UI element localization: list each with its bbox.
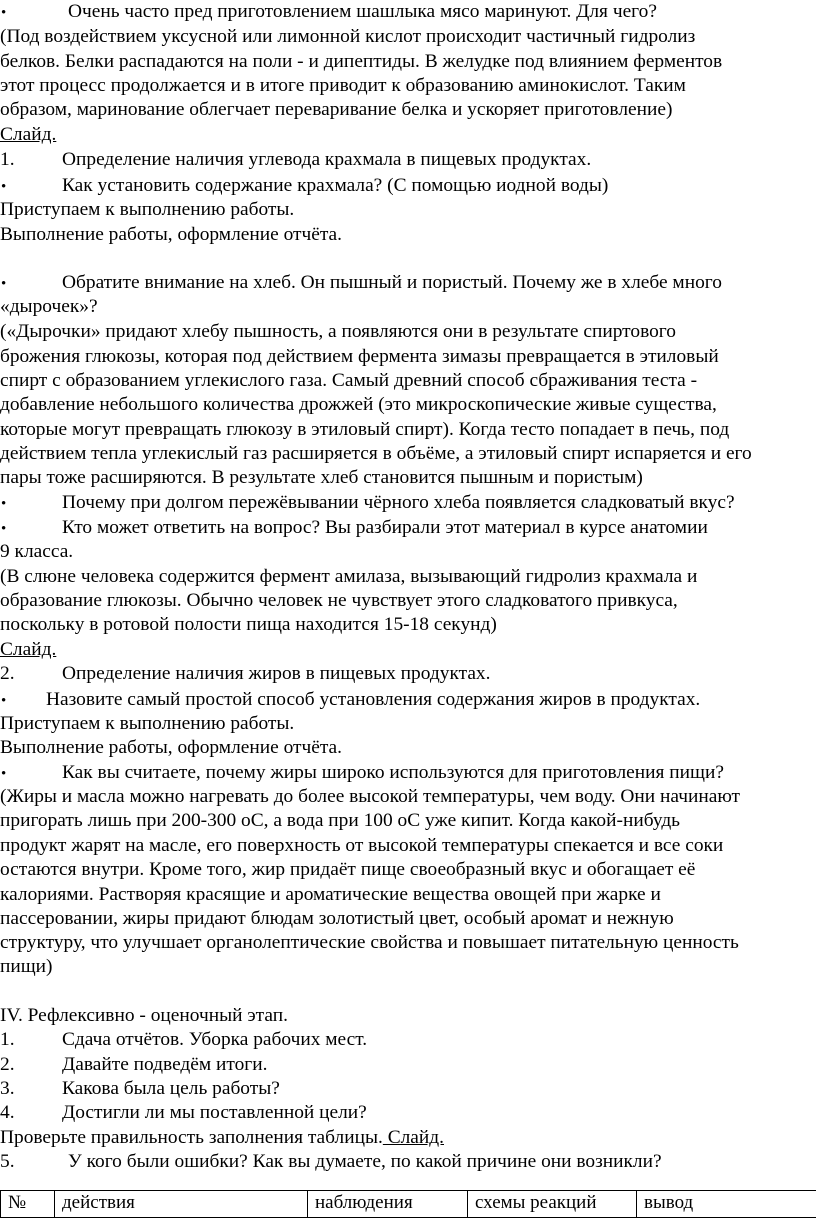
text-line: (В слюне человека содержится фермент амилаза, вызывающий гидролиз крахмала и <box>0 566 698 587</box>
text-line: Приступаем к выполнению работы. <box>0 199 295 220</box>
text-line: действием тепла углекислый газ расширяется в объёме, а этиловый спирт испаряется и его <box>0 443 752 464</box>
text-line: Приступаем к выполнению работы. <box>0 713 295 734</box>
text-line: продукт жарят на масле, его поверхность от высокой температуры спекается и все соки <box>0 835 724 856</box>
text-line: пары тоже расширяются. В результате хлеб становится пышным и пористым) <box>0 467 643 488</box>
text-line: калориями. Растворяя красящие и ароматические вещества овощей при жарке и <box>0 884 661 905</box>
item-number: 1. <box>0 1029 15 1050</box>
text-line: пищи) <box>0 956 53 977</box>
text-line: (Жиры и масла можно нагревать до более высокой температуры, чем воду. Они начинают <box>0 786 741 807</box>
text-line: структуру, что улучшает органолептические свойства и повышает питательную ценность <box>0 932 739 953</box>
text-line: («Дырочки» придают хлебу пышность, а появляются они в результате спиртового <box>0 321 676 342</box>
item-text: Давайте подведём итоги. <box>62 1054 268 1075</box>
table-header-cell: вывод <box>637 1191 816 1218</box>
text-line: белков. Белки распадаются на поли - и дипептиды. В желудке под влиянием ферментов <box>0 51 723 72</box>
results-table <box>0 1190 816 1218</box>
item-text: Назовите самый простой способ установления содержания жиров в продуктах. <box>46 689 701 710</box>
bullet-marker: • <box>1 496 7 512</box>
text-line: Очень часто пред приготовлением шашлыка мясо маринуют. Для чего? <box>68 1 657 22</box>
slide-label: Слайд. <box>0 639 57 660</box>
item-number: 2. <box>0 663 15 684</box>
item-number: 2. <box>0 1054 15 1075</box>
text-line: образом, маринование облегчает переваривание белка и ускоряет приготовление) <box>0 99 673 120</box>
table-header-cell: наблюдения <box>308 1191 468 1218</box>
check-table-text: Проверьте правильность заполнения таблицы. <box>0 1127 383 1148</box>
table-header-cell: № <box>1 1191 55 1218</box>
table-header-row <box>1 1191 816 1218</box>
text-line: этот процесс продолжается и в итоге приводит к образованию аминокислот. Таким <box>0 75 686 96</box>
text-line: Выполнение работы, оформление отчёта. <box>0 737 343 758</box>
item-number: 4. <box>0 1102 15 1123</box>
bullet-marker: • <box>1 693 7 709</box>
bullet-marker: • <box>1 179 7 195</box>
item-text: Как установить содержание крахмала? (С помощью иодной воды) <box>62 175 609 196</box>
table-header-cell: действия <box>55 1191 308 1218</box>
text-line: поскольку в ротовой полости пища находится 15-18 секунд) <box>0 614 497 635</box>
text-line: брожения глюкозы, которая под действием фермента зимазы превращается в этиловый <box>0 346 719 367</box>
item-text: Обратите внимание на хлеб. Он пышный и пористый. Почему же в хлебе много <box>62 272 722 293</box>
bullet-marker: • <box>1 766 7 782</box>
text-line: 9 класса. <box>0 541 74 562</box>
text-line <box>0 1126 444 1150</box>
text-line: пригорать лишь при 200-300 оС, а вода при 100 оС уже кипит. Когда какой-нибудь <box>0 810 681 831</box>
text-line: (Под воздействием уксусной или лимонной кислот происходит частичный гидролиз <box>0 26 696 47</box>
item-text: Какова была цель работы? <box>62 1078 280 1099</box>
item-text: Определение наличия жиров в пищевых продуктах. <box>62 663 491 684</box>
item-number: 1. <box>0 149 15 170</box>
text-line: остаются внутри. Кроме того, жир придаёт пище своеобразный вкус и обогащает её <box>0 859 696 880</box>
text-line: спирт с образованием углекислого газа. Самый древний способ сбраживания теста - <box>0 370 698 391</box>
item-text: Как вы считаете, почему жиры широко используются для приготовления пищи? <box>62 762 724 783</box>
item-text: Достигли ли мы поставленной цели? <box>62 1102 367 1123</box>
item-text: Кто может ответить на вопрос? Вы разбирали этот материал в курсе анатомии <box>62 517 708 538</box>
item-text: Определение наличия углевода крахмала в пищевых продуктах. <box>62 149 592 170</box>
text-line: Выполнение работы, оформление отчёта. <box>0 224 343 245</box>
item-text: Почему при долгом пережёвывании чёрного хлеба появляется сладковатый вкус? <box>62 492 735 513</box>
text-line: пассеровании, жиры придают блюдам золотистый цвет, особый аромат и нежную <box>0 908 674 929</box>
item-text: Сдача отчётов. Уборка рабочих мест. <box>62 1029 368 1050</box>
bullet-marker: • <box>1 5 7 21</box>
text-line: которые могут превращать глюкозу в этиловый спирт). Когда тесто попадает в печь, под <box>0 419 730 440</box>
slide-label: Слайд. <box>382 1127 444 1148</box>
slide-label: Слайд. <box>0 124 57 145</box>
text-line: добавление небольшого количества дрожжей (это микроскопические живые существа, <box>0 394 717 415</box>
item-text: У кого были ошибки? Как вы думаете, по какой причине они возникли? <box>68 1151 662 1172</box>
item-number: 3. <box>0 1078 15 1099</box>
item-number: 5. <box>0 1151 15 1172</box>
text-line: образование глюкозы. Обычно человек не чувствует этого сладковатого привкуса, <box>0 590 678 611</box>
bullet-marker: • <box>1 276 7 292</box>
text-line: «дырочек»? <box>0 296 98 317</box>
section-heading: IV. Рефлексивно - оценочный этап. <box>0 1005 288 1026</box>
bullet-marker: • <box>1 521 7 537</box>
table-header-cell: схемы реакций <box>468 1191 637 1218</box>
